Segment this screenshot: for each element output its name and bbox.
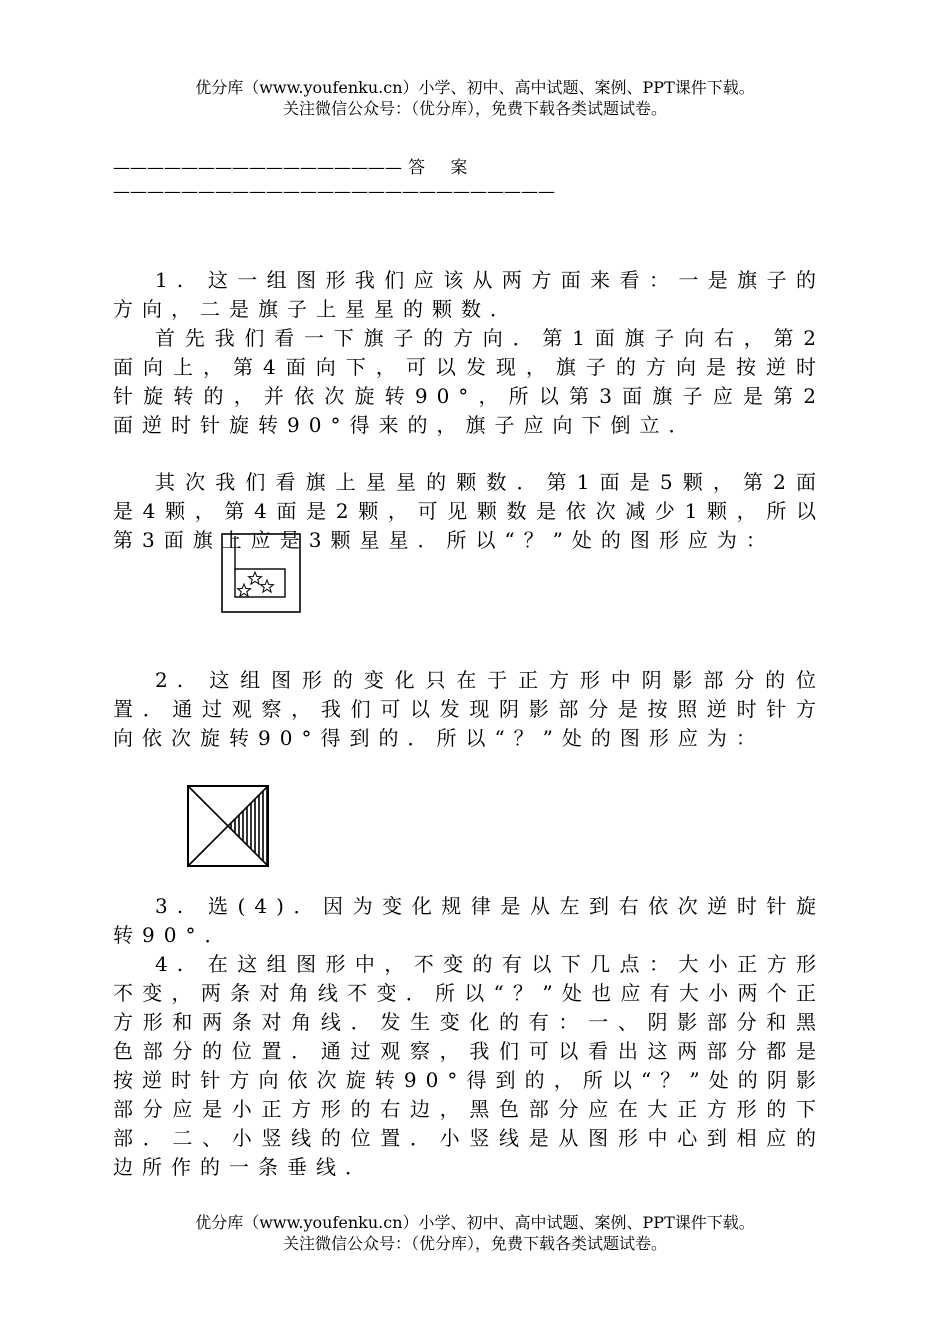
header-line-1: 优分库（www.youfenku.cn）小学、初中、高中试题、案例、PPT课件下载。 — [195, 78, 755, 97]
footer-line-1: 优分库（www.youfenku.cn）小学、初中、高中试题、案例、PPT课件下载。 — [195, 1213, 755, 1232]
answer-4: 4. 在这组图形中，不变的有以下几点：大小正方形不变，两条对角线不变．所以“？”处也应有大小两个正方形和两条对角线．发生变化的有：一、阴影部分和黑色部分的位置．通过观察，我们可以看出这两部分都是按逆时针方向依次旋转90°得到的，所以“？”处的阴影部分应是小正方形的右边，黑色部分应在大正方形的下部．二、小竖线的位置．小竖线是从图形中心到相应的边所作的一条垂线． — [113, 952, 825, 1179]
divider-title: 答 案 — [408, 158, 478, 178]
answer-2: 2. 这组图形的变化只在于正方形中阴影部分的位置．通过观察，我们可以发现阴影部分是按照逆时针方向依次旋转90°得到的．所以“？”处的图形应为： — [113, 668, 825, 750]
flag-figure-icon — [220, 532, 304, 614]
shaded-square-figure-icon — [185, 783, 271, 869]
answer-divider — [113, 156, 843, 204]
answer-1-direction: 首先我们看一下旗子的方向．第1面旗子向右，第2面向上，第4面向下，可以发现，旗子的方向是按逆时针旋转的，并依次旋转90°，所以第3面旗子应是第2面逆时针旋转90°得来的，旗子应向下倒立． — [113, 326, 825, 437]
footer-line-2: 关注微信公众号：（优分库），免费下载各类试题试卷。 — [282, 1234, 667, 1253]
answer-1-intro: 1. 这一组图形我们应该从两方面来看：一是旗子的方向，二是旗子上星星的颗数． — [113, 268, 825, 321]
divider-right-dashes: —————————————————————————— — [113, 182, 555, 202]
answer-3: 3. 选(4)．因为变化规律是从左到右依次逆时针旋转90°． — [113, 894, 825, 947]
answer-1-stars: 其次我们看旗上星星的颗数．第1面是5颗，第2面是4颗，第4面是2颗，可见颗数是依次减少1颗，所以第3面旗上应是3颗星星．所以“？”处的图形应为： — [113, 470, 825, 552]
header-line-2: 关注微信公众号：（优分库），免费下载各类试题试卷。 — [282, 99, 667, 118]
divider-left-dashes: ————————————————— — [113, 158, 402, 178]
